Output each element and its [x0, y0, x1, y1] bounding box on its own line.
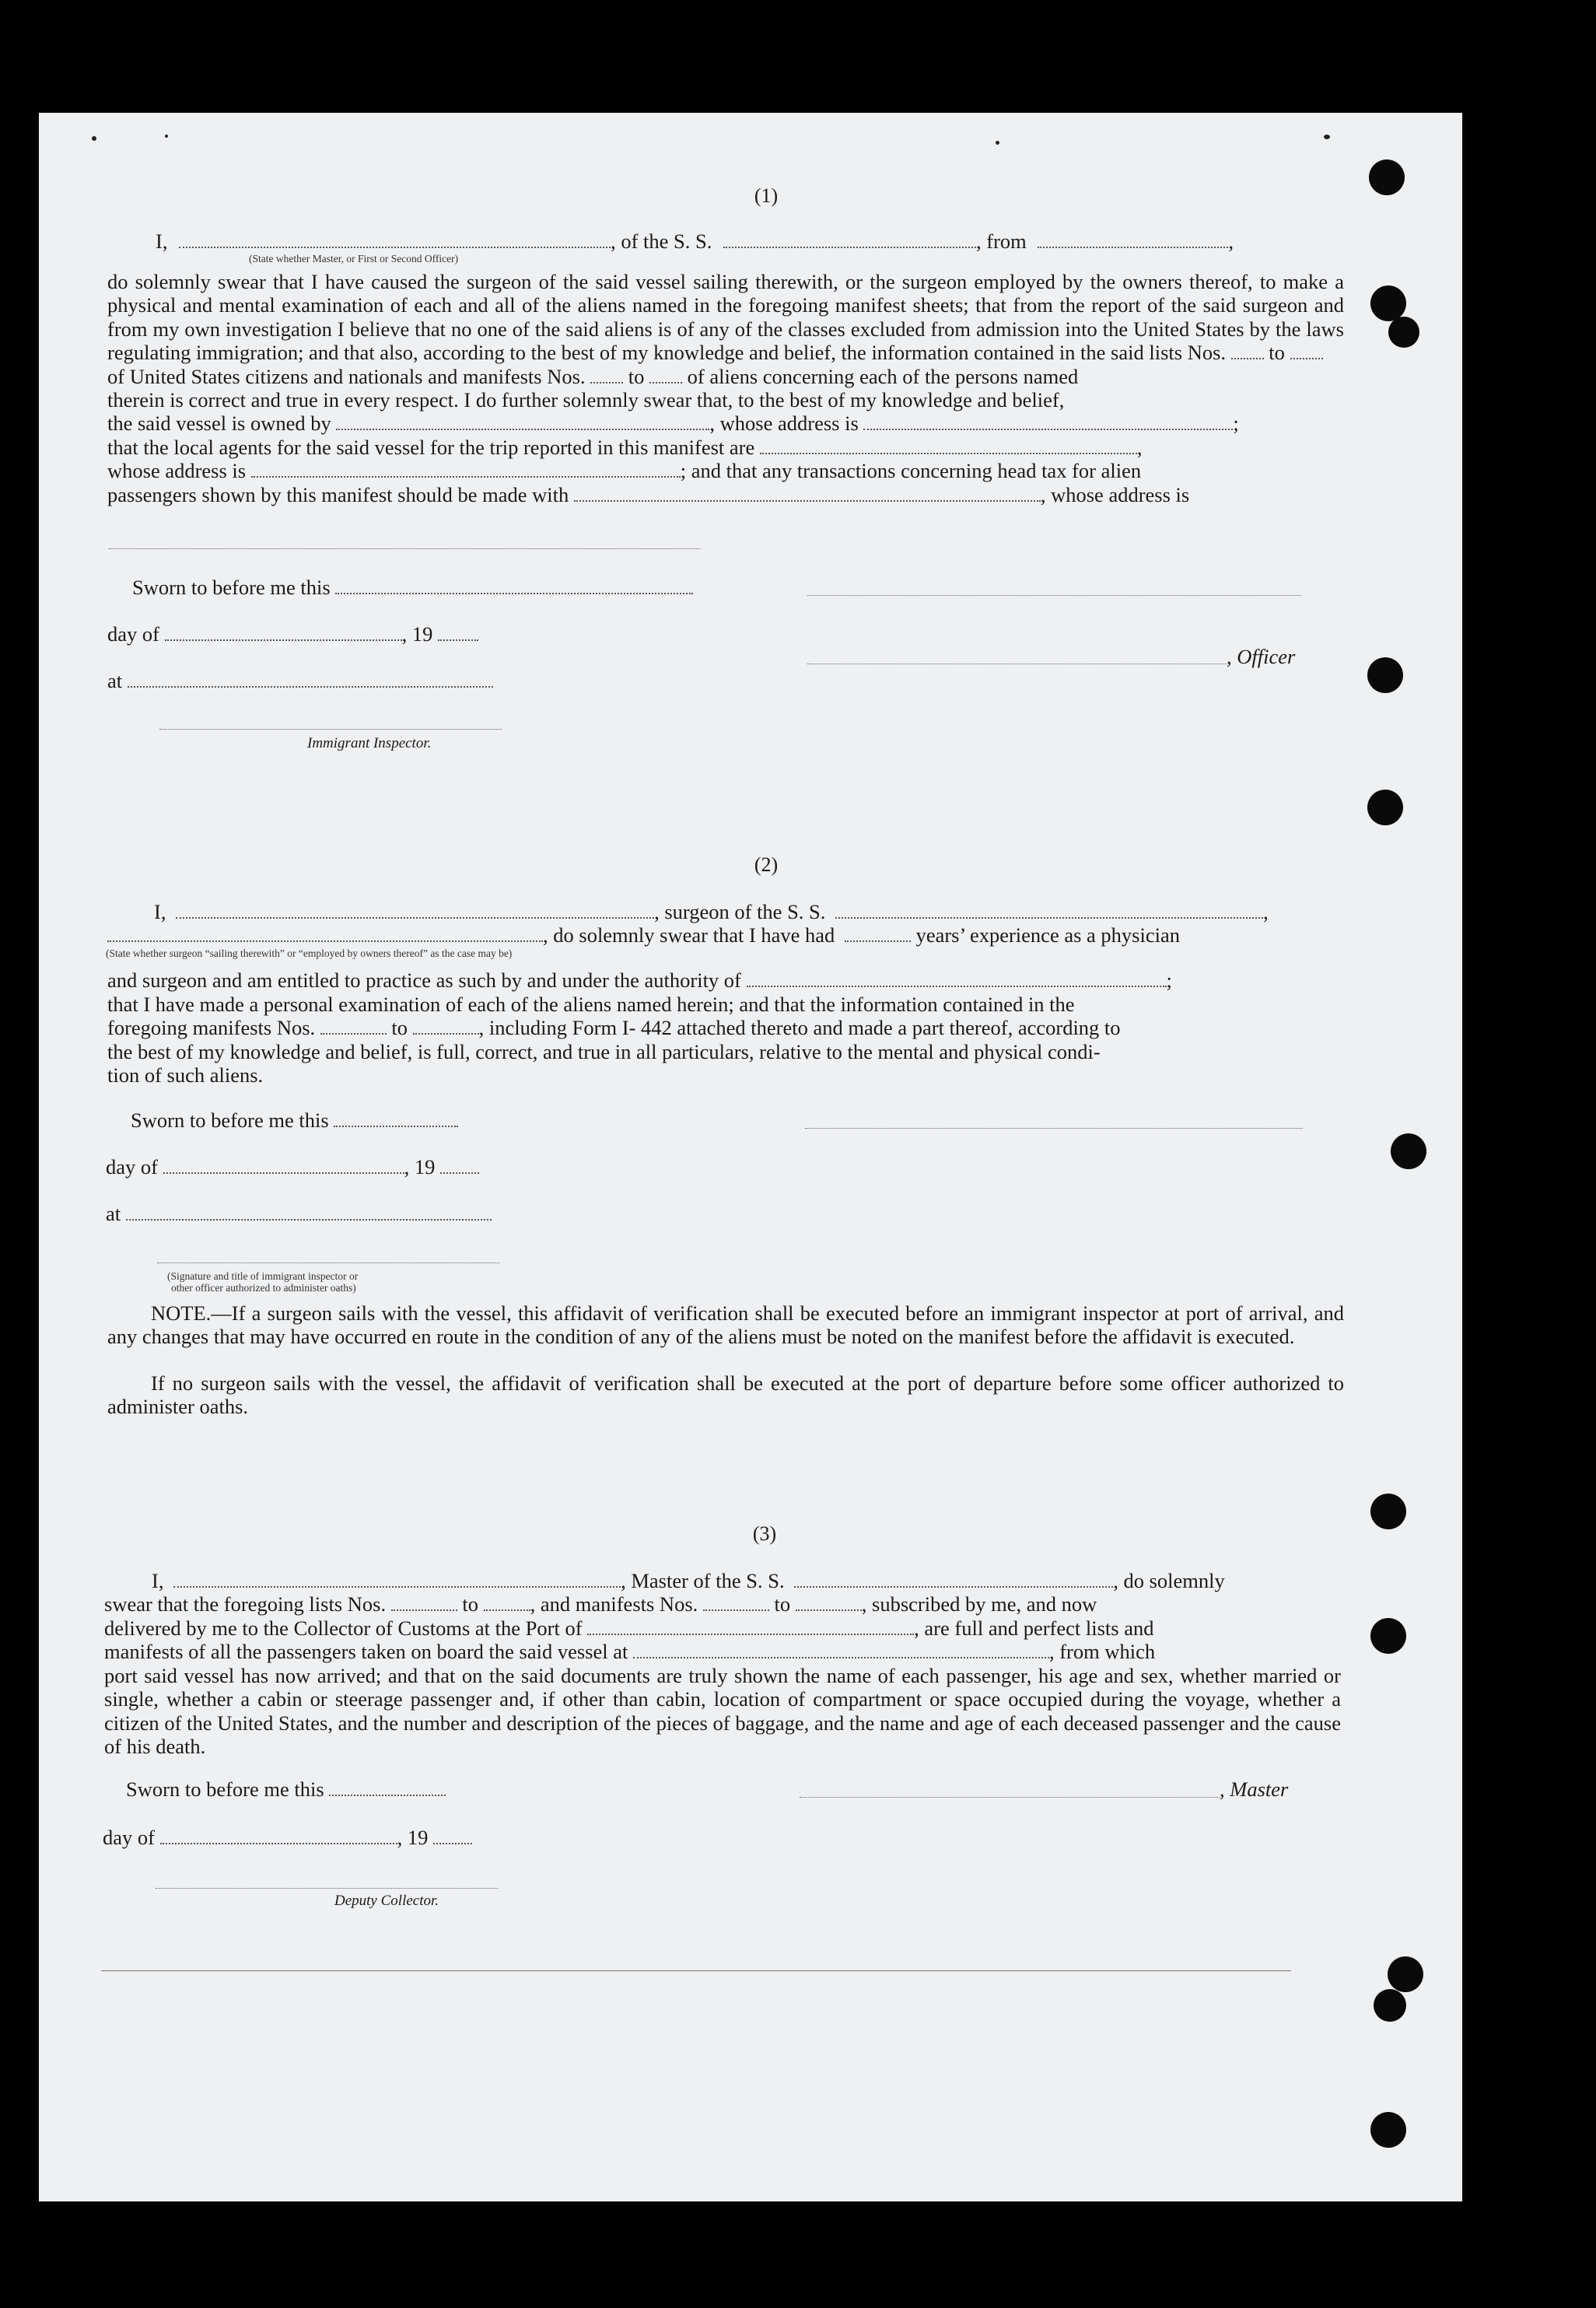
blank-surgeon-name[interactable]	[176, 912, 654, 919]
blank-head-tax-contact[interactable]	[574, 496, 1041, 502]
blank-s2-manifest-from[interactable]	[320, 1028, 387, 1035]
signature-line-s3-master[interactable]	[800, 1797, 1220, 1798]
s3-sworn: Sworn to before me this	[126, 1777, 446, 1802]
blank-agent-address[interactable]	[251, 471, 681, 478]
s2-line-1: I, , surgeon of the S. S. ,	[154, 900, 1269, 923]
blank-manifest-to[interactable]	[649, 377, 682, 383]
blank-owner-address[interactable]	[863, 424, 1233, 430]
blank-s2-at[interactable]	[126, 1214, 492, 1221]
speck	[1324, 135, 1330, 139]
punch-hole	[1374, 1989, 1406, 2022]
blank-s2-day[interactable]	[163, 1168, 404, 1174]
signature-line-collector[interactable]	[156, 1888, 498, 1889]
blank-s3-sworn-date[interactable]	[329, 1790, 446, 1796]
blank-s3-lists-from[interactable]	[391, 1605, 457, 1611]
s3-day: day of , 19	[103, 1826, 472, 1850]
deputy-collector-label: Deputy Collector.	[334, 1893, 439, 1909]
s1-day: day of , 19	[107, 622, 478, 646]
blank-at-place[interactable]	[128, 681, 493, 688]
blank-s3-ship[interactable]	[794, 1581, 1113, 1588]
s2-sworn: Sworn to before me this	[131, 1108, 458, 1133]
s1-line-1: I, , of the S. S. , from ,	[156, 229, 1234, 253]
blank-owner[interactable]	[336, 424, 709, 430]
s2-body: and surgeon and am entitled to practice as such by and under the authority of ; that I have made a personal examination of each of the aliens named herein; and that the information contained in the foregoing manifests Nos. to , including Form I- 442 attached thereto and made a part thereof, according to the best of my knowledge and belief, is full, correct, and true in all particulars, relative to the mental and physical condi- tion of such aliens.	[107, 968, 1172, 1087]
blank-sworn-date[interactable]	[335, 588, 693, 594]
blank-from-port[interactable]	[1038, 242, 1228, 248]
punch-hole	[1370, 2112, 1406, 2148]
blank-s2-manifest-to[interactable]	[413, 1028, 479, 1035]
blank-day-month[interactable]	[165, 635, 402, 641]
blank-s3-master-name[interactable]	[173, 1581, 621, 1588]
s3-body: swear that the foregoing lists Nos. to , and manifests Nos. to , subscribed by me, and now delivered by me to the Collector of Customs at the Port of , are full and perfect lists and manifests of all the passengers taken on board the said vessel at , from which port said vessel has now arrived; and that on the said documents are truly shown the name of each passenger, his age and sex, whether married or single, whether a cabin or steerage passenger and, if other than cabin, location of compartment or space occupied during the voyage, whether a citizen of the United States, and the number and description of the pieces of baggage, and the name and age of each deceased passenger and the cause of his death.	[104, 1592, 1341, 1758]
section-1-number: (1)	[754, 184, 779, 207]
punch-hole	[1391, 1133, 1426, 1169]
blank-year[interactable]	[438, 635, 478, 641]
blank-surgeon-status[interactable]	[107, 936, 543, 942]
speck	[92, 136, 96, 141]
punch-hole	[1370, 285, 1406, 321]
s2-note-2: If no surgeon sails with the vessel, the affidavit of verification shall be executed at the port of departure before some officer authorized to administer oaths.	[107, 1371, 1344, 1418]
s2-line-2: , do solemnly swear that I have had years’ experience as a physician	[107, 923, 1180, 947]
punch-hole	[1388, 1956, 1423, 1992]
s2-at: at	[106, 1202, 492, 1226]
blank-s3-day[interactable]	[160, 1838, 397, 1844]
punch-hole	[1367, 657, 1403, 693]
blank-s3-lists-to[interactable]	[484, 1605, 530, 1611]
punch-hole	[1370, 1618, 1406, 1654]
signature-line-master[interactable]	[807, 595, 1301, 596]
blank-local-agents[interactable]	[760, 448, 1137, 454]
blank-s2-sworn-date[interactable]	[334, 1121, 458, 1127]
blank-lists-to[interactable]	[1290, 353, 1323, 359]
s1-at: at	[107, 669, 493, 693]
punch-hole	[1388, 317, 1419, 348]
speck	[165, 135, 168, 138]
s1-body: do solemnly swear that I have caused the surgeon of the said vessel sailing therewith, or the surgeon employed by the owners thereof, to make a physical and mental examination of each and all of the aliens named in the foregoing manifest sheets; that from the report of the said surgeon and from my own investigation I believe that no one of the said aliens is of any of the classes excluded from admission into the United States by the laws regulating immigration; and that also, according to the best of my knowledge and belief, the information contained in the said lists Nos. to of United States citizens and nationals and manifests Nos. to of aliens concerning each of the persons named therein is correct and true in every respect. I do further solemnly swear that, to the best of my knowledge and belief, the said vessel is owned by , whose address is ; that the local agents for the said vessel for the trip reported in this manifest are , whose address is ; and that any transactions concerning head tax for alien passengers shown by this manifest should be made with , whose address is	[107, 270, 1344, 506]
immigrant-inspector-label: Immigrant Inspector.	[307, 735, 432, 751]
sig-note-line-1: (Signature and title of immigrant inspector or	[167, 1270, 359, 1282]
punch-hole	[1367, 790, 1403, 825]
blank-head-tax-address[interactable]	[109, 548, 700, 549]
blank-s3-port[interactable]	[587, 1629, 914, 1635]
note-master-officer: (State whether Master, or First or Second Officer)	[249, 253, 459, 264]
document-page	[39, 113, 1462, 2201]
note-surgeon-status: (State whether surgeon “sailing therewith” or “employed by owners thereof” as the case may be)	[106, 947, 513, 959]
s1-sworn: Sworn to before me this	[132, 576, 693, 600]
sig-note-line-2: other officer authorized to administer oaths)	[171, 1282, 356, 1294]
blank-s2-year[interactable]	[440, 1168, 479, 1174]
section-2-number: (2)	[754, 853, 779, 876]
s2-note-1: NOTE.—If a surgeon sails with the vessel, this affidavit of verification shall be executed before an immigrant inspector at port of arrival, and any changes that may have occurred en route in the condition of any of the aliens must be noted on the manifest before the affidavit is executed.	[107, 1301, 1344, 1348]
signature-line-surgeon[interactable]	[805, 1128, 1303, 1129]
master-label: , Master	[1220, 1777, 1289, 1801]
officer-label: , Officer	[1227, 645, 1296, 668]
blank-authority[interactable]	[747, 981, 1167, 987]
blank-s3-year[interactable]	[433, 1838, 472, 1844]
blank-manifest-from[interactable]	[590, 377, 623, 383]
blank-s3-manifest-to[interactable]	[796, 1605, 862, 1611]
blank-officer-name[interactable]	[179, 242, 611, 248]
s3-line-1: I, , Master of the S. S. , do solemnly	[152, 1569, 1225, 1592]
blank-years-experience[interactable]	[845, 936, 911, 942]
blank-lists-from[interactable]	[1231, 353, 1264, 359]
section-3-number: (3)	[752, 1522, 777, 1545]
speck	[996, 141, 999, 145]
blank-surgeon-ship[interactable]	[835, 912, 1263, 919]
blank-s3-manifest-from[interactable]	[703, 1605, 769, 1611]
bottom-rule	[101, 1970, 1291, 1971]
blank-ship-name[interactable]	[723, 242, 976, 248]
signature-line-inspector[interactable]	[159, 729, 502, 730]
s2-day: day of , 19	[106, 1155, 479, 1179]
blank-s3-embark-port[interactable]	[633, 1652, 1049, 1658]
